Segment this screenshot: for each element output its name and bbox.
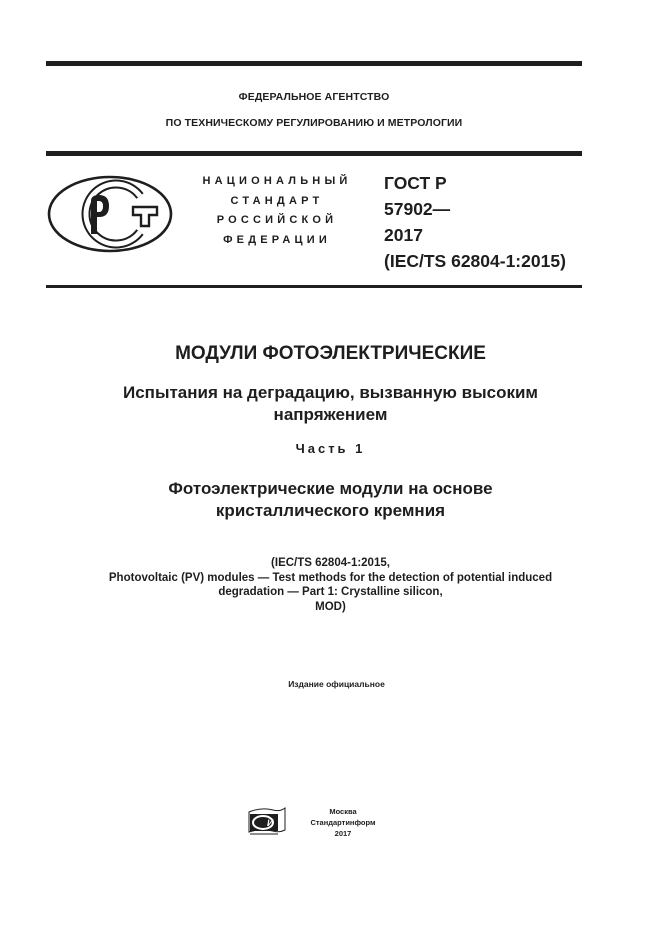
- subtitle-line: напряжением: [273, 405, 388, 424]
- gost-r-pct-logo-icon: [47, 174, 175, 254]
- reference-line: Photovoltaic (PV) modules — Test methods for the detection of potential induced: [108, 571, 553, 584]
- part-title-line: Фотоэлектрические модули на основе: [168, 479, 493, 498]
- svg-text:И: И: [267, 818, 274, 828]
- designation-line: 57902—: [384, 199, 451, 219]
- agency-line-2: ПО ТЕХНИЧЕСКОМУ РЕГУЛИРОВАНИЮ И МЕТРОЛОГИИ: [165, 117, 463, 129]
- reference-line: degradation — Part 1: Crystalline silicon,: [218, 586, 443, 598]
- edition-label: Издание официальное: [288, 679, 385, 689]
- reference-line: (IEC/TS 62804-1:2015,: [271, 557, 390, 569]
- top-rule: [46, 61, 582, 66]
- national-label-line: ФЕДЕРАЦИИ: [223, 233, 331, 246]
- subtitle-line: Испытания на деградацию, вызванную высоким: [123, 383, 538, 402]
- designation-line: (IEC/TS 62804-1:2015): [384, 251, 566, 271]
- publisher-year: 2017: [334, 829, 352, 838]
- standard-designation: [384, 170, 566, 274]
- standartinform-logo-icon: [247, 806, 287, 836]
- agency-line-1: ФЕДЕРАЛЬНОЕ АГЕНТСТВО: [238, 91, 390, 103]
- national-label-line: РОССИЙСКОЙ: [216, 214, 338, 226]
- part-title-line: кристаллического кремния: [215, 501, 446, 520]
- publisher-city: Москва: [329, 807, 357, 816]
- part-title: [60, 478, 601, 522]
- international-reference: [40, 556, 621, 614]
- part-label: Часть 1: [295, 441, 366, 456]
- designation-line: ГОСТ Р: [384, 173, 447, 193]
- header-bottom-rule: [46, 151, 582, 156]
- document-subtitle: [60, 382, 601, 426]
- publisher-info: [298, 806, 388, 839]
- reference-line: MOD): [315, 600, 346, 613]
- national-label-line: СТАНДАРТ: [230, 194, 324, 207]
- national-label-line: НАЦИОНАЛЬНЫЙ: [202, 175, 352, 187]
- designation-bottom-rule: [46, 285, 582, 288]
- national-standard-label: [188, 172, 366, 250]
- publisher-name: Стандартинформ: [310, 818, 376, 827]
- document-title: МОДУЛИ ФОТОЭЛЕКТРИЧЕСКИЕ: [175, 343, 486, 364]
- designation-line: 2017: [384, 225, 423, 245]
